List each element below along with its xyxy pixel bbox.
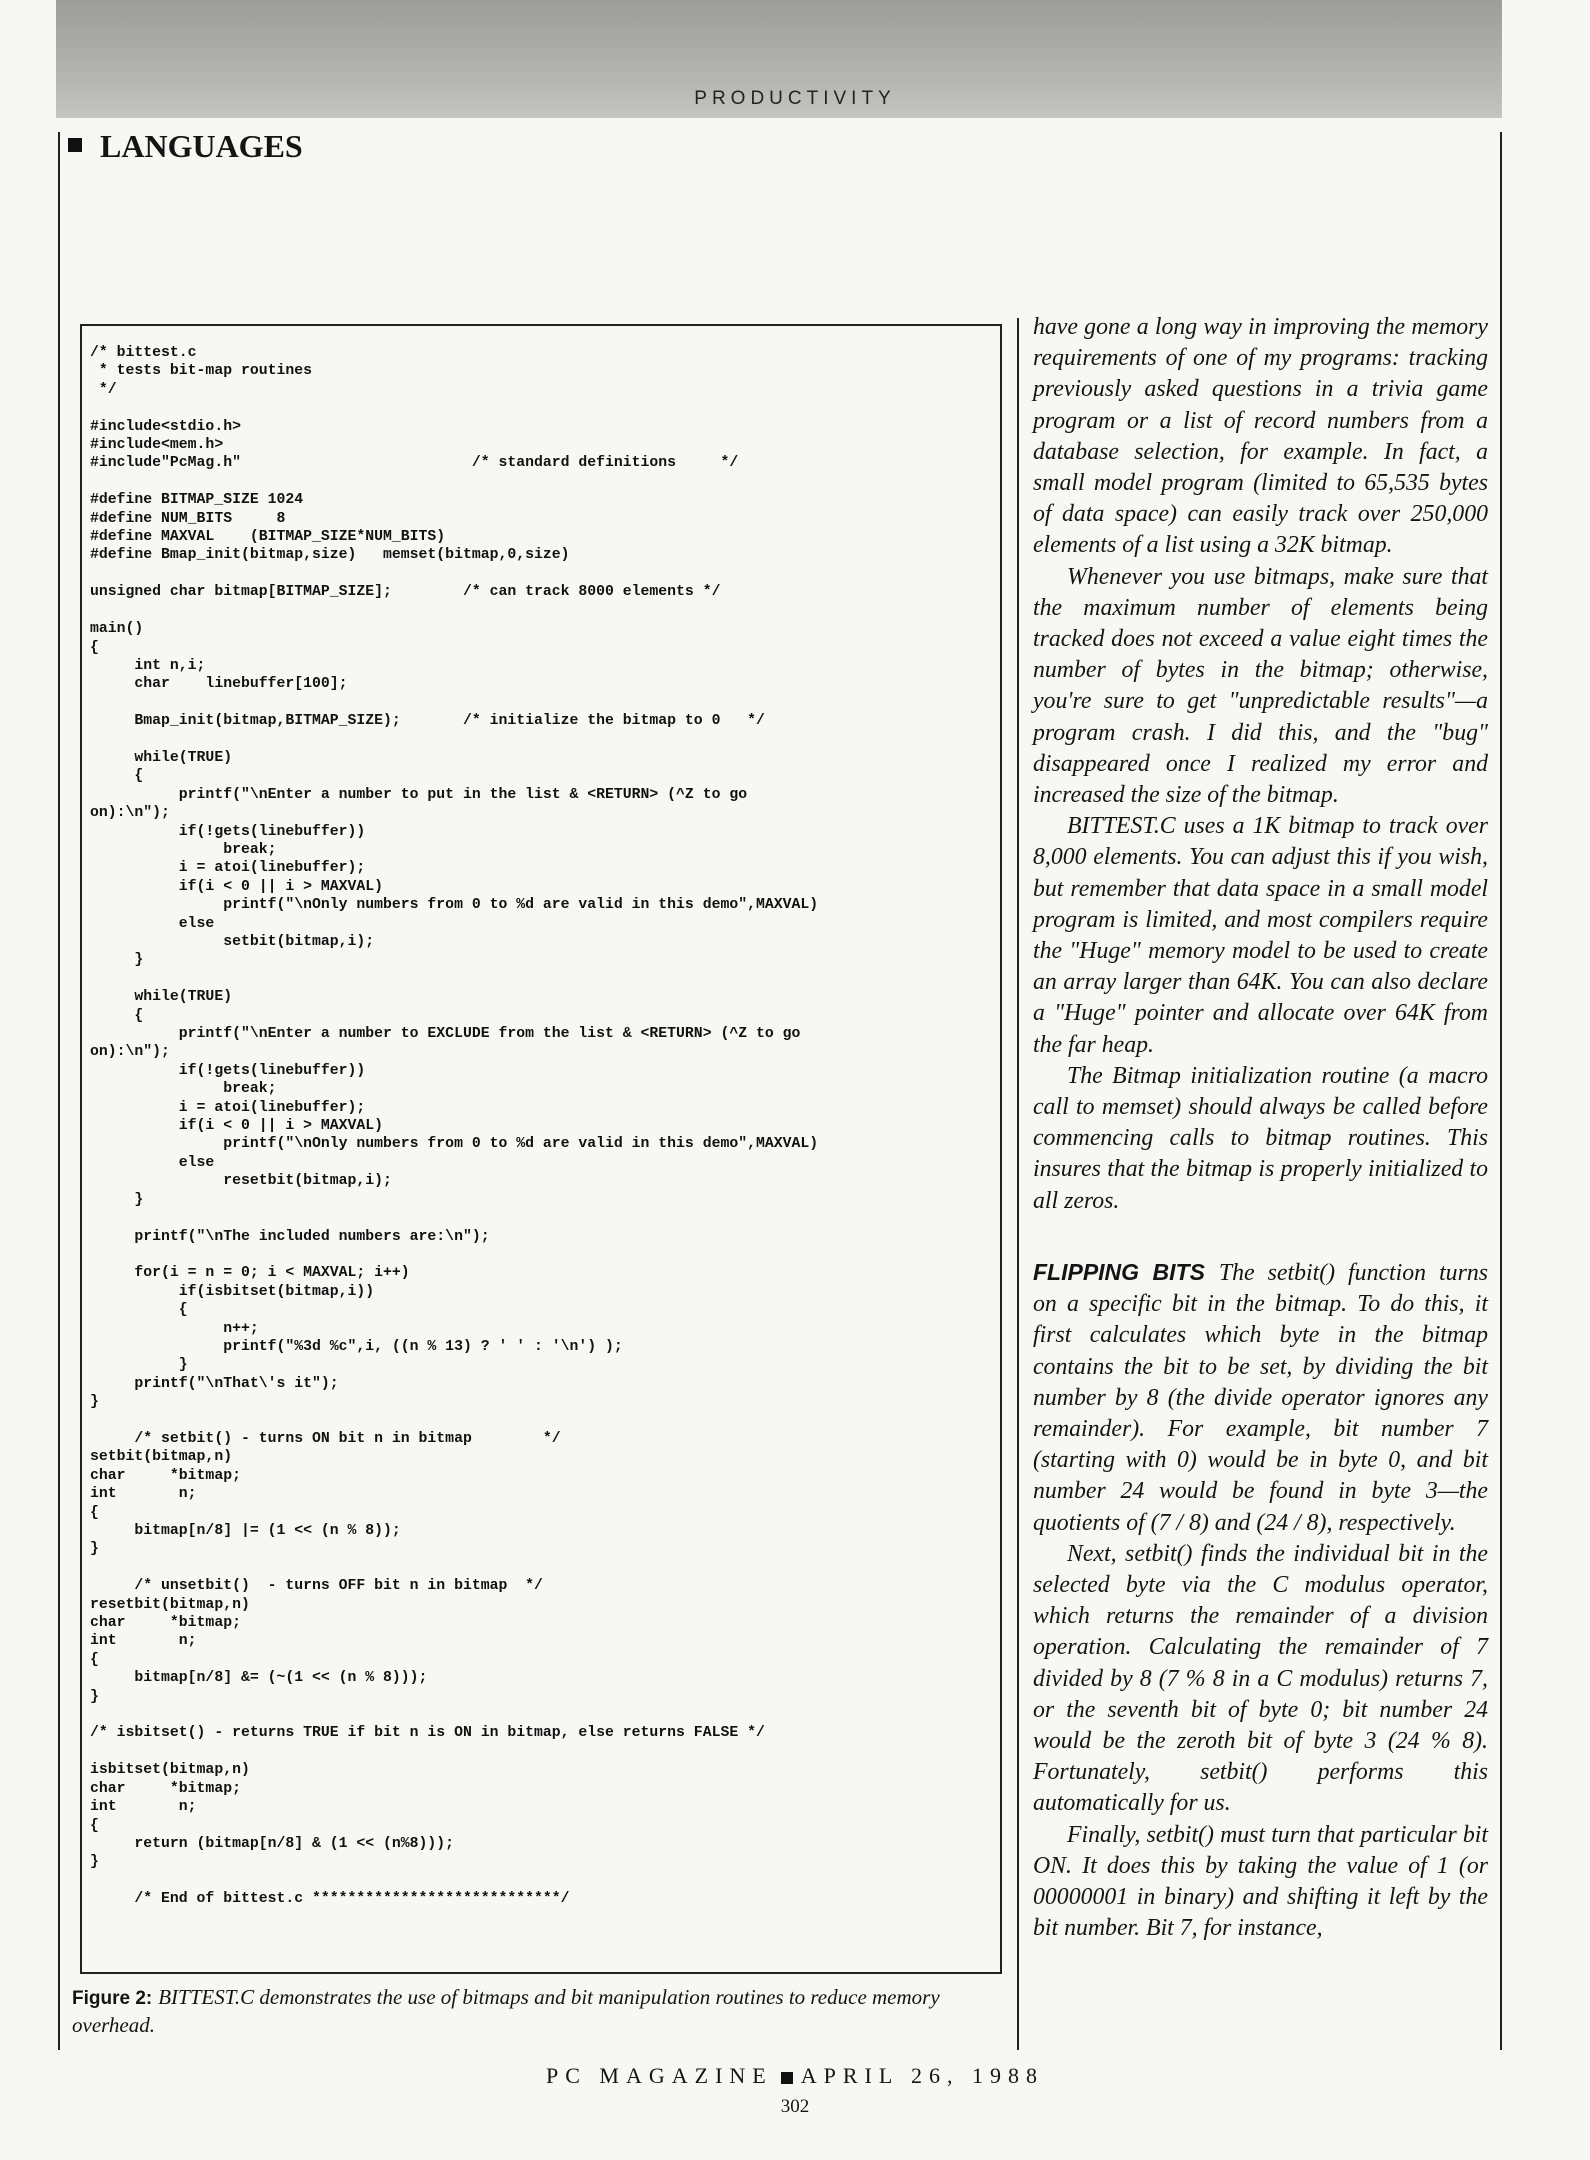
- code-line: isbitset(bitmap,n): [90, 1762, 250, 1779]
- article-paragraph: Next, setbit() finds the individual bit in the selected byte via the C modulus operator, which returns the remainder of a division operation. Calculating the remainder of 7 divided by 8 (7 % 8 in a C modulus) returns 7, or the seventh bit of byte 0; bit number 24 would be the zeroth bit of byte 3 (24 % 8). Fortunately, setbit() performs this automatically for us.: [1033, 1540, 1488, 1817]
- code-line: if(!gets(linebuffer)): [178, 1062, 366, 1079]
- code-line: if(i < 0 || i > MAXVAL): [178, 1118, 384, 1135]
- code-line: printf("\nOnly numbers from 0 to %d are valid in this demo",MAXVAL): [223, 1136, 819, 1153]
- code-line: bitmap[n/8] |= (1 << (n % 8));: [134, 1523, 401, 1539]
- code-line: #define NUM_BITS 8: [90, 510, 286, 527]
- code-line: #define BITMAP_SIZE 1024: [90, 492, 304, 509]
- code-line: printf("\nThat\'s it");: [134, 1375, 339, 1392]
- code-line: */: [98, 381, 117, 398]
- subhead: FLIPPING BITS: [1033, 1258, 1205, 1285]
- code-line: {: [90, 1651, 99, 1668]
- code-line: #include"PcMag.h" /* standard definitions */: [90, 455, 739, 472]
- article-paragraph: BITTEST.C uses a 1K bitmap to track over 8,000 elements. You can adjust this if you wish, but remember that data space in a small model program is limited, and most compilers require the "Huge" memory model to be used to create an array larger than 64K. You can also declare a "Huge" pointer and allocate over 64K from the far heap.: [1033, 813, 1488, 1058]
- code-line: resetbit(bitmap,n): [90, 1596, 250, 1613]
- code-line: else: [178, 915, 215, 932]
- code-line: else: [178, 1154, 215, 1171]
- column-vertical-rule: [1017, 318, 1019, 2050]
- code-line: while(TRUE): [134, 989, 233, 1006]
- code-line: i = atoi(linebuffer);: [178, 860, 366, 877]
- article-column: [1033, 312, 1488, 1944]
- caption-label: Figure 2:: [72, 1988, 153, 2009]
- department-title: LANGUAGES: [100, 128, 303, 164]
- code-line: /* setbit() - turns ON bit n in bitmap */: [134, 1430, 561, 1447]
- code-line: char *bitmap;: [90, 1615, 241, 1632]
- code-line: setbit(bitmap,i);: [223, 934, 375, 950]
- article-paragraph: Whenever you use bitmaps, make sure that the maximum number of elements being tracked does not exceed a value eight times the number of bytes in the bitmap; otherwise, you're sure to get "unpredictable results"—a program crash. I did this, and the "bug" disappeared once I realized my error and increased the size of the bitmap.: [1033, 563, 1488, 809]
- subhead-paragraph-text: The setbit() function turns on a specific bit in the bitmap. To do this, it first calculates which byte in the bitmap contains the bit to be set, by dividing the bit number by 8 (the divide operator ignores any remainder). For example, bit number 7 (starting with 0) would be in byte 0, and bit number 24 would be found in byte 3—the quotients of (7 / 8) and (24 / 8), respectively.: [1033, 1259, 1489, 1536]
- article-paragraph: The Bitmap initialization routine (a macro call to memset) should always be called before commencing calls to bitmap routines. This insures that the bitmap is properly initialized to all zeros.: [1033, 1062, 1488, 1214]
- code-line: {: [90, 1504, 99, 1521]
- code-line: #define MAXVAL (BITMAP_SIZE*NUM_BITS): [90, 529, 446, 546]
- code-line: for(i = n = 0; i < MAXVAL; i++): [134, 1265, 410, 1282]
- code-line: {: [90, 1817, 99, 1834]
- code-line: #include<stdio.h>: [90, 418, 241, 435]
- code-line: return (bitmap[n/8] & (1 << (n%8)));: [134, 1835, 455, 1852]
- code-line: #include<mem.h>: [90, 437, 224, 454]
- code-line: setbit(bitmap,n): [90, 1449, 233, 1466]
- code-line: }: [134, 952, 144, 969]
- code-line: int n;: [90, 1799, 197, 1816]
- code-line: if(!gets(linebuffer)): [178, 823, 366, 840]
- article-paragraph: Finally, setbit() must turn that particular bit ON. It does this by taking the value of 1 (or 00000001 in binary) and shifting it left by the bit number. Bit 7, for instance,: [1033, 1821, 1488, 1942]
- page-number: 302: [780, 2096, 810, 2117]
- code-line: }: [90, 1688, 99, 1705]
- code-line: {: [134, 1007, 144, 1024]
- code-line: bitmap[n/8] &= (~(1 << (n % 8)));: [134, 1670, 428, 1687]
- code-line: if(i < 0 || i > MAXVAL): [178, 878, 384, 895]
- code-line: printf("\nOnly numbers from 0 to %d are valid in this demo",MAXVAL): [223, 897, 819, 914]
- code-line: int n;: [90, 1633, 197, 1650]
- code-line: on):\n");: [90, 1044, 170, 1061]
- code-line: i = atoi(linebuffer);: [178, 1099, 366, 1116]
- bullet-square-icon: [68, 138, 82, 152]
- code-line: char *bitmap;: [90, 1780, 241, 1797]
- department-heading: [68, 128, 303, 165]
- code-line: if(isbitset(bitmap,i)): [178, 1283, 375, 1300]
- code-line: /* isbitset() - returns TRUE if bit n is ON in bitmap, else returns FALSE */: [90, 1725, 765, 1742]
- article-paragraph: [1033, 1257, 1488, 1539]
- code-line: /* bittest.c: [90, 345, 197, 361]
- code-line: printf("\nEnter a number to put in the list & <RETURN> (^Z to go: [178, 786, 748, 803]
- article-paragraph: have gone a long way in improving the memory requirements of one of my programs: tracking previously asked questions in a trivia game program or a list of record numbers from a database selection, for example. In fact, a small model program (limited to 65,535 bytes of data space) can easily track over 250,000 elements of a list using a 32K bitmap.: [1033, 314, 1488, 559]
- code-line: }: [178, 1357, 188, 1374]
- caption-text: BITTEST.C demonstrates the use of bitmaps and bit manipulation routines to reduce memory overhead.: [72, 1985, 940, 2037]
- code-line: }: [134, 1191, 144, 1208]
- code-line: printf("\nEnter a number to EXCLUDE from the list & <RETURN> (^Z to go: [178, 1026, 801, 1043]
- code-line: }: [90, 1541, 99, 1558]
- code-line: {: [178, 1302, 188, 1319]
- footer-date: APRIL 26, 1988: [800, 2063, 1044, 2088]
- code-line: break;: [223, 1081, 277, 1098]
- code-line: * tests bit-map routines: [98, 363, 312, 380]
- code-line: /* unsetbit() - turns OFF bit n in bitmap */: [134, 1578, 543, 1595]
- page-footer: [0, 2063, 1590, 2089]
- code-line: printf("%3d %c",i, ((n % 13) ? ' ' : '\n') );: [223, 1338, 623, 1355]
- code-line: break;: [223, 841, 277, 858]
- left-vertical-rule: [58, 132, 60, 2050]
- code-line: {: [90, 639, 99, 656]
- code-line: unsigned char bitmap[BITMAP_SIZE]; /* can track 8000 elements */: [90, 584, 721, 601]
- code-line: char *bitmap;: [90, 1467, 241, 1484]
- code-line: int n,i;: [134, 657, 206, 674]
- code-line: while(TRUE): [134, 749, 233, 766]
- code-listing: [90, 344, 995, 1909]
- code-line: }: [90, 1854, 99, 1871]
- code-line: main(): [90, 621, 144, 638]
- code-line: Bmap_init(bitmap,BITMAP_SIZE); /* initialize the bitmap to 0 */: [134, 713, 765, 730]
- code-line: on):\n");: [90, 805, 170, 822]
- right-vertical-rule: [1500, 132, 1502, 2050]
- code-line: #define Bmap_init(bitmap,size) memset(bitmap,0,size): [90, 547, 570, 564]
- code-line: /* End of bittest.c ****************************/: [134, 1891, 570, 1908]
- code-line: printf("\nThe included numbers are:\n");: [134, 1228, 490, 1245]
- code-line: }: [90, 1394, 99, 1411]
- code-line: int n;: [90, 1486, 197, 1503]
- code-line: char linebuffer[100];: [134, 676, 348, 693]
- figure-caption: [72, 1984, 1007, 2038]
- section-label: PRODUCTIVITY: [694, 88, 896, 109]
- footer-square-icon: [781, 2072, 793, 2084]
- footer-magazine: PC MAGAZINE: [546, 2063, 773, 2088]
- code-line: {: [134, 768, 144, 785]
- code-line: resetbit(bitmap,i);: [223, 1173, 392, 1190]
- code-line: n++;: [223, 1320, 259, 1337]
